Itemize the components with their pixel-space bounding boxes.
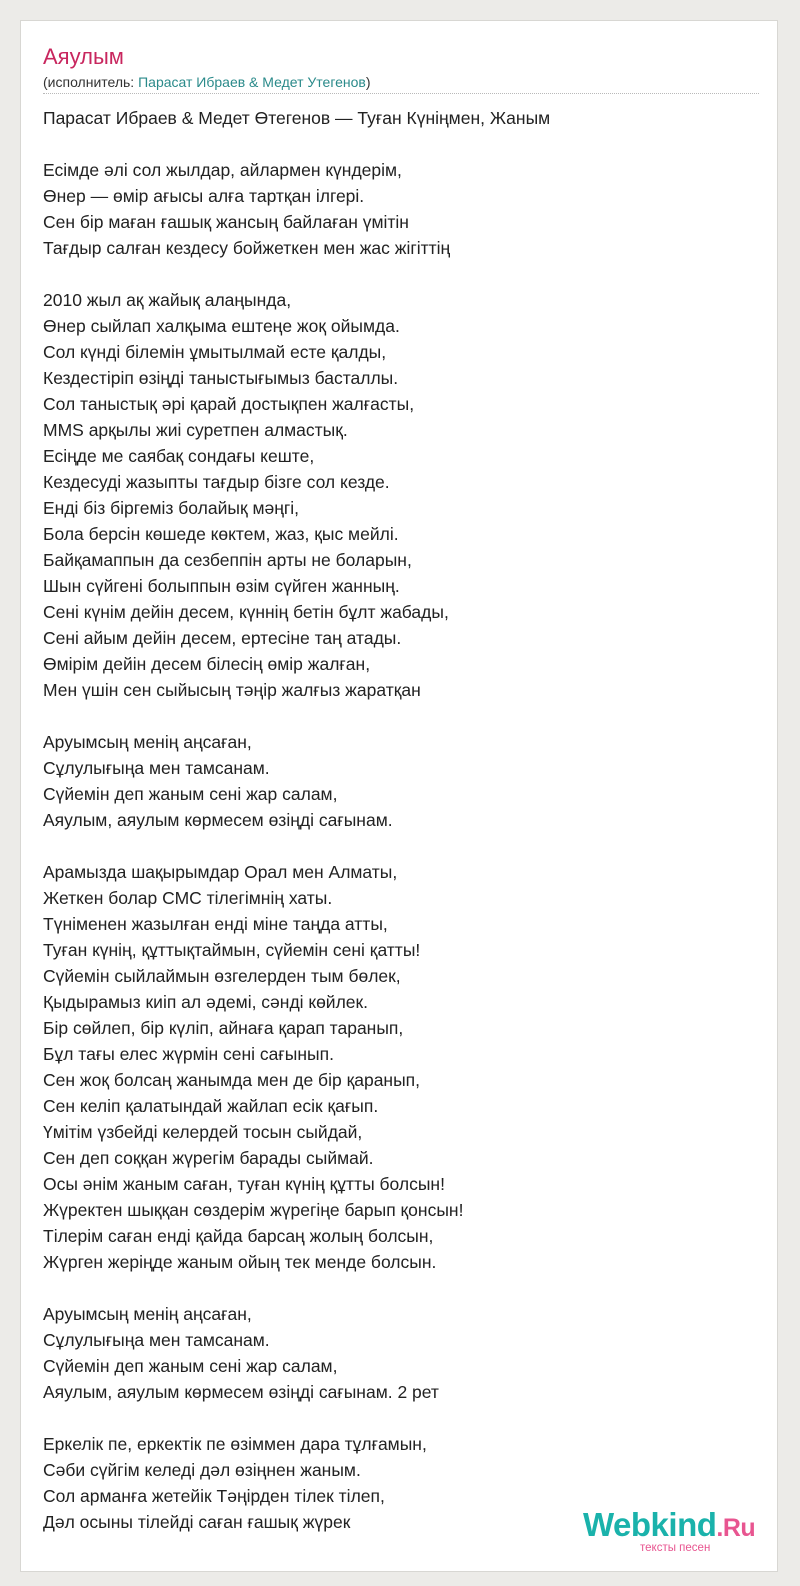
artist-prefix: (исполнитель:: [43, 74, 139, 90]
lyric-line: Кездестіріп өзіңді таныстығымыз басталлы.: [43, 368, 399, 388]
lyric-line: Аяулым, аяулым көрмесем өзіңді сағынам. 2 рет: [43, 1382, 439, 1402]
lyrics-text: [43, 157, 463, 1561]
lyric-line: Есіңде ме саябақ сондағы кеште,: [43, 446, 315, 466]
artist-suffix: ): [365, 74, 371, 90]
lyric-line: Аяулым, аяулым көрмесем өзіңді сағынам.: [43, 810, 393, 830]
lyric-line: Сұлулығыңа мен тамсанам.: [43, 758, 270, 778]
logo-tld: .Ru: [716, 1514, 756, 1542]
lyric-line: 2010 жыл ақ жайық алаңында,: [43, 290, 292, 310]
lyric-line: Тағдыр салған кездесу бойжеткен мен жас жігіттің: [43, 238, 451, 258]
lyric-line: Еркелік пе, еркектік пе өзіммен дара тұлғамын,: [43, 1434, 427, 1454]
lyric-line: Сұлулығыңа мен тамсанам.: [43, 1330, 270, 1350]
lyric-line: Қыдырамыз киіп ал әдемі, сәнді көйлек.: [43, 992, 369, 1012]
webkind-logo[interactable]: [583, 1505, 779, 1561]
lyric-line: Сен деп соққан жүрегім барады сыймай.: [43, 1148, 374, 1168]
stanza: [43, 157, 463, 261]
lyric-line: Сені айым дейін десем, ертесіне таң атады.: [43, 628, 402, 648]
stanza: [43, 287, 463, 703]
lyric-line: Туған күнің, құттықтаймын, сүйемін сені қатты!: [43, 940, 421, 960]
lyric-line: Түніменен жазылған енді міне таңда атты,: [43, 914, 388, 934]
lyric-line: Арамызда шақырымдар Орал мен Алматы,: [43, 862, 398, 882]
lyric-line: Сәби сүйгім келеді дәл өзіңнен жаным.: [43, 1460, 361, 1480]
lyric-line: Осы әнім жаным саған, туған күнің құтты болсын!: [43, 1174, 445, 1194]
lyric-line: Кездесуді жазыпты тағдыр бізге сол кезде.: [43, 472, 390, 492]
lyric-line: Үмітім үзбейді келердей тосын сыйдай,: [43, 1122, 363, 1142]
lyric-line: Сүйемін деп жаным сені жар салам,: [43, 784, 338, 804]
lyric-line: Есімде әлі сол жылдар, айлармен күндерім,: [43, 160, 402, 180]
lyric-line: MMS арқылы жиі суретпен алмастық.: [43, 420, 348, 440]
logo-subtitle: тексты песен: [640, 1542, 711, 1554]
divider: [43, 93, 759, 94]
lyric-line: Шын сүйгені болыппын өзім сүйген жанның.: [43, 576, 400, 596]
lyric-line: Сүйемін деп жаным сені жар салам,: [43, 1356, 338, 1376]
stanza: [43, 859, 463, 1275]
lyric-line: Сол арманға жетейік Тәңірден тілек тілеп,: [43, 1486, 385, 1506]
stanza: [43, 1301, 463, 1405]
song-title: Аяулым: [43, 44, 124, 69]
lyric-line: Жүректен шыққан сөздерім жүрегіңе барып қонсын!: [43, 1200, 464, 1220]
stanza: [43, 729, 463, 833]
lyric-line: Сүйемін сыйлаймын өзгелерден тым бөлек,: [43, 966, 401, 986]
lyric-line: Бола берсін көшеде көктем, жаз, қыс мейлі.: [43, 524, 399, 544]
lyric-line: Өнер — өмір ағысы алға тартқан ілгері.: [43, 186, 365, 206]
lyric-line: Аруымсың менің аңсаған,: [43, 732, 252, 752]
lyric-line: Тілерім саған енді қайда барсаң жолың болсын,: [43, 1226, 434, 1246]
lyric-line: Бір сөйлеп, бір күліп, айнаға қарап таранып,: [43, 1018, 404, 1038]
lyric-line: Жүрген жеріңде жаным ойың тек менде болсын.: [43, 1252, 437, 1272]
lyric-line: Сен жоқ болсаң жанымда мен де бір қаранып,: [43, 1070, 421, 1090]
lyrics-heading: Парасат Ибраев & Медет Өтегенов — Туған Күніңмен, Жаным: [43, 108, 551, 128]
lyric-line: Өнер сыйлап халқыма ештеңе жоқ ойымда.: [43, 316, 400, 336]
lyric-line: Жеткен болар СМС тілегімнің хаты.: [43, 888, 333, 908]
lyric-line: Сені күнім дейін десем, күннің бетін бұлт жабады,: [43, 602, 449, 622]
lyric-line: Байқамаппын да сезбеппін арты не боларын,: [43, 550, 412, 570]
stanza: [43, 1431, 463, 1535]
lyric-line: Сол күнді білемін ұмытылмай есте қалды,: [43, 342, 387, 362]
lyric-line: Өмірім дейін десем білесің өмір жалған,: [43, 654, 371, 674]
lyric-line: Аруымсың менің аңсаған,: [43, 1304, 252, 1324]
lyric-line: Сен келіп қалатындай жайлап есік қағып.: [43, 1096, 379, 1116]
lyric-line: Сол таныстық әрі қарай достықпен жалғасты,: [43, 394, 415, 414]
lyric-line: Дәл осыны тілейді саған ғашық жүрек: [43, 1512, 351, 1532]
logo-name: Webkind: [583, 1506, 717, 1543]
artist-link[interactable]: Парасат Ибраев & Медет Утегенов: [138, 74, 366, 90]
lyric-line: Мен үшін сен сыйысың тәңір жалғыз жаратқан: [43, 680, 421, 700]
lyric-line: Енді біз біргеміз болайық мәңгі,: [43, 498, 300, 518]
lyric-line: Бұл тағы елес жүрмін сені сағынып.: [43, 1044, 334, 1064]
lyrics-card: [20, 20, 778, 1572]
lyric-line: Сен бір маған ғашық жансың байлаған үмітін: [43, 212, 409, 232]
artist-line: [43, 73, 371, 91]
